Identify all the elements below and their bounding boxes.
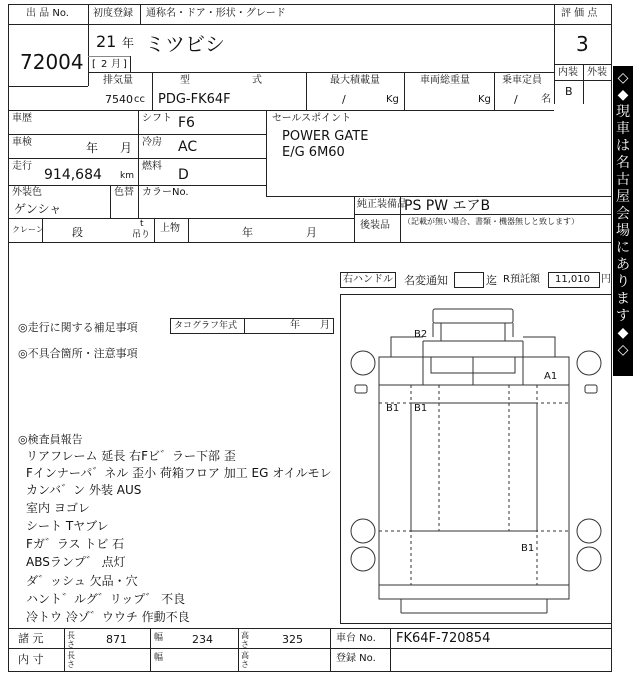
lot-no: 72004 bbox=[20, 50, 84, 74]
model-name: ミツビシ bbox=[145, 32, 225, 56]
inspection-label: 車検 bbox=[12, 137, 32, 148]
divider bbox=[494, 72, 495, 110]
divider bbox=[238, 628, 239, 672]
divider bbox=[8, 242, 612, 243]
crane-t-unit: t bbox=[140, 219, 144, 229]
crane-stage-unit: 段 bbox=[72, 226, 83, 239]
bracket-right: ] bbox=[123, 59, 127, 70]
divider bbox=[154, 218, 155, 242]
divider bbox=[8, 134, 266, 135]
damage-mark-b1-left: B1 bbox=[386, 403, 400, 414]
model-code-label-2: 式 bbox=[252, 75, 262, 86]
divider bbox=[354, 214, 612, 215]
divider bbox=[188, 218, 189, 242]
divider bbox=[8, 218, 354, 219]
divider bbox=[152, 72, 153, 110]
mileage-label: 走行 bbox=[12, 161, 32, 172]
crane-label: クレーン bbox=[12, 225, 44, 234]
divider bbox=[64, 628, 65, 672]
report-line-3: カンバ゛ン 外装 AUS bbox=[26, 483, 142, 497]
width-value: 234 bbox=[192, 633, 213, 646]
divider bbox=[404, 72, 405, 110]
shift-label: シフト bbox=[142, 113, 172, 124]
recycling-amount: 11,010 bbox=[555, 274, 590, 285]
gross-weight-label: 車両総重量 bbox=[420, 75, 470, 86]
fuel-value: D bbox=[178, 167, 189, 183]
divider bbox=[266, 110, 267, 196]
divider bbox=[354, 196, 355, 242]
upper-month-unit: 月 bbox=[306, 226, 317, 239]
inspector-label: ◎検査員報告 bbox=[18, 433, 83, 446]
ac-value: AC bbox=[178, 139, 198, 155]
damage-diagram bbox=[340, 294, 612, 624]
report-line-5: シート Tヤブレ bbox=[26, 519, 109, 533]
aftermarket-label: 後装品 bbox=[360, 220, 390, 231]
name-change-box bbox=[454, 272, 484, 288]
gross-weight-unit: Kg bbox=[478, 94, 491, 105]
divider bbox=[554, 24, 612, 25]
mileage-unit: km bbox=[120, 171, 134, 181]
upper-year-unit: 年 bbox=[242, 226, 253, 239]
capacity-label: 乗車定員 bbox=[502, 75, 542, 86]
displacement-value: 7540 bbox=[105, 93, 133, 106]
fuel-label: 燃料 bbox=[142, 161, 162, 172]
running-notes-label: ◎走行に関する補足事項 bbox=[18, 321, 138, 334]
chassis-no: FK64F-720854 bbox=[396, 631, 491, 646]
exterior-color-value: ゲンシャ bbox=[14, 202, 62, 216]
inner-length-label: 長さ bbox=[67, 651, 75, 669]
damage-mark-a1: A1 bbox=[544, 371, 558, 382]
mileage-value: 914,684 bbox=[44, 167, 102, 183]
divider bbox=[140, 4, 141, 24]
first-reg-label: 初度登録 bbox=[93, 8, 133, 19]
recycling-label: R預託額 bbox=[503, 274, 540, 285]
inspection-year-unit: 年 bbox=[86, 141, 99, 155]
first-reg-month: 2 bbox=[101, 59, 108, 70]
chassis-label: 車台 No. bbox=[336, 633, 376, 644]
crane-hanging-unit: 吊り bbox=[132, 230, 151, 240]
tachograph-label: タコグラフ年式 bbox=[174, 321, 238, 331]
divider bbox=[88, 4, 89, 86]
side-banner: ◇ ◆ 現 車 は 名 古 屋 会 場 に あ り ま す ◆ ◇ bbox=[613, 66, 633, 376]
report-line-10: 冷トウ 冷ゾ゛ウウチ 作動不良 bbox=[26, 610, 190, 624]
inner-label: 内 寸 bbox=[18, 653, 44, 666]
divider bbox=[8, 158, 266, 159]
report-line-1: リアフレーム 延長 右Fビ゛ラー下部 歪 bbox=[26, 449, 236, 463]
first-reg-year: 21 bbox=[96, 32, 117, 51]
divider bbox=[583, 64, 584, 104]
divider bbox=[306, 72, 307, 110]
damage-mark-b1-inner: B1 bbox=[414, 403, 428, 414]
divider bbox=[8, 628, 612, 629]
ac-label: 冷房 bbox=[142, 137, 162, 148]
max-load-slash: / bbox=[342, 93, 346, 106]
divider bbox=[8, 648, 612, 649]
selling-points-label: セールスポイント bbox=[272, 113, 352, 124]
divider bbox=[88, 56, 130, 57]
report-line-4: 室内 ヨゴレ bbox=[26, 501, 90, 515]
divider bbox=[138, 185, 139, 218]
height-label: 高さ bbox=[241, 631, 249, 649]
color-change-label: 色替 bbox=[114, 187, 134, 198]
shift-value: F6 bbox=[178, 115, 195, 131]
report-line-6: Fガ゛ラス トビ 石 bbox=[26, 537, 125, 551]
length-label: 長さ bbox=[67, 631, 75, 649]
selling-point-1: POWER GATE bbox=[282, 129, 369, 144]
month-unit: 月 bbox=[111, 59, 121, 70]
divider bbox=[8, 86, 88, 87]
inner-width-label: 幅 bbox=[154, 653, 164, 663]
report-line-8: ダ゛ッシュ 欠品・穴 bbox=[26, 574, 138, 588]
score-label: 評 価 点 bbox=[561, 8, 598, 19]
divider bbox=[390, 628, 391, 672]
tachograph-month-unit: 月 bbox=[320, 320, 330, 331]
recycling-unit: 円 bbox=[601, 274, 611, 285]
width-label: 幅 bbox=[154, 633, 164, 643]
color-no-label: カラーNo. bbox=[142, 187, 189, 198]
specs-label: 諸 元 bbox=[18, 632, 44, 645]
max-load-unit: Kg bbox=[386, 94, 399, 105]
length-value: 871 bbox=[106, 633, 127, 646]
registration-label: 登録 No. bbox=[336, 653, 376, 664]
damage-mark-b2: B2 bbox=[414, 329, 428, 340]
divider bbox=[8, 110, 554, 111]
bracket-left: [ bbox=[92, 59, 96, 70]
divider bbox=[8, 24, 88, 25]
max-load-label: 最大積載量 bbox=[330, 75, 380, 86]
divider bbox=[554, 4, 555, 104]
right-handle-label: 右ハンドル bbox=[343, 274, 393, 285]
model-code: PDG-FK64F bbox=[158, 92, 231, 107]
inspection-month-unit: 月 bbox=[120, 141, 133, 155]
displacement-label: 排気量 bbox=[103, 75, 133, 86]
year-unit: 年 bbox=[122, 36, 135, 50]
score-value: 3 bbox=[576, 32, 589, 56]
history-label: 車歴 bbox=[12, 113, 32, 124]
damage-mark-b1-rear: B1 bbox=[521, 543, 535, 554]
model-label: 通称名・ドア・形状・グレード bbox=[146, 8, 286, 19]
deadline-suffix: 迄 bbox=[486, 274, 497, 287]
capacity-unit: 名 bbox=[541, 94, 551, 105]
exterior-color-label: 外装色 bbox=[12, 187, 42, 198]
model-code-label-1: 型 bbox=[180, 75, 190, 86]
interior-grade: B bbox=[565, 85, 573, 98]
exterior-grade-label: 外装 bbox=[587, 67, 607, 78]
divider bbox=[330, 628, 331, 672]
divider bbox=[150, 628, 151, 672]
upper-label: 上物 bbox=[160, 223, 180, 234]
report-line-2: Fインナーパ゛ネル 歪小 荷箱フロア 加工 EG オイルモレ bbox=[26, 466, 332, 480]
report-line-9: ハント゛ルグ゛リップ゛ 不良 bbox=[26, 592, 186, 606]
divider bbox=[88, 72, 554, 73]
divider bbox=[130, 56, 131, 72]
divider bbox=[138, 110, 139, 185]
divider bbox=[110, 185, 111, 218]
divider bbox=[8, 185, 266, 186]
tachograph-year-unit: 年 bbox=[290, 320, 300, 331]
divider bbox=[244, 318, 245, 334]
defects-label: ◎不具合箇所・注意事項 bbox=[18, 347, 138, 360]
aftermarket-note: （記載が無い場合、書類・機器無しと致します） bbox=[403, 217, 579, 226]
selling-point-2: E/G 6M60 bbox=[282, 145, 345, 160]
name-change-label: 名変通知 bbox=[404, 274, 448, 287]
report-line-7: ABSランプ゛ 点灯 bbox=[26, 555, 126, 569]
inner-height-label: 高さ bbox=[241, 651, 249, 669]
genuine-equipment-value: PS PW エアB bbox=[404, 198, 491, 214]
truck-outline-svg bbox=[341, 295, 611, 623]
lot-no-label: 出 品 No. bbox=[26, 8, 69, 19]
height-value: 325 bbox=[282, 633, 303, 646]
divider bbox=[266, 196, 612, 197]
divider bbox=[88, 24, 554, 25]
capacity-slash: / bbox=[514, 93, 518, 106]
genuine-equipment-label: 純正装備品 bbox=[357, 199, 407, 210]
interior-grade-label: 内装 bbox=[558, 67, 578, 78]
displacement-unit: cc bbox=[134, 94, 145, 105]
